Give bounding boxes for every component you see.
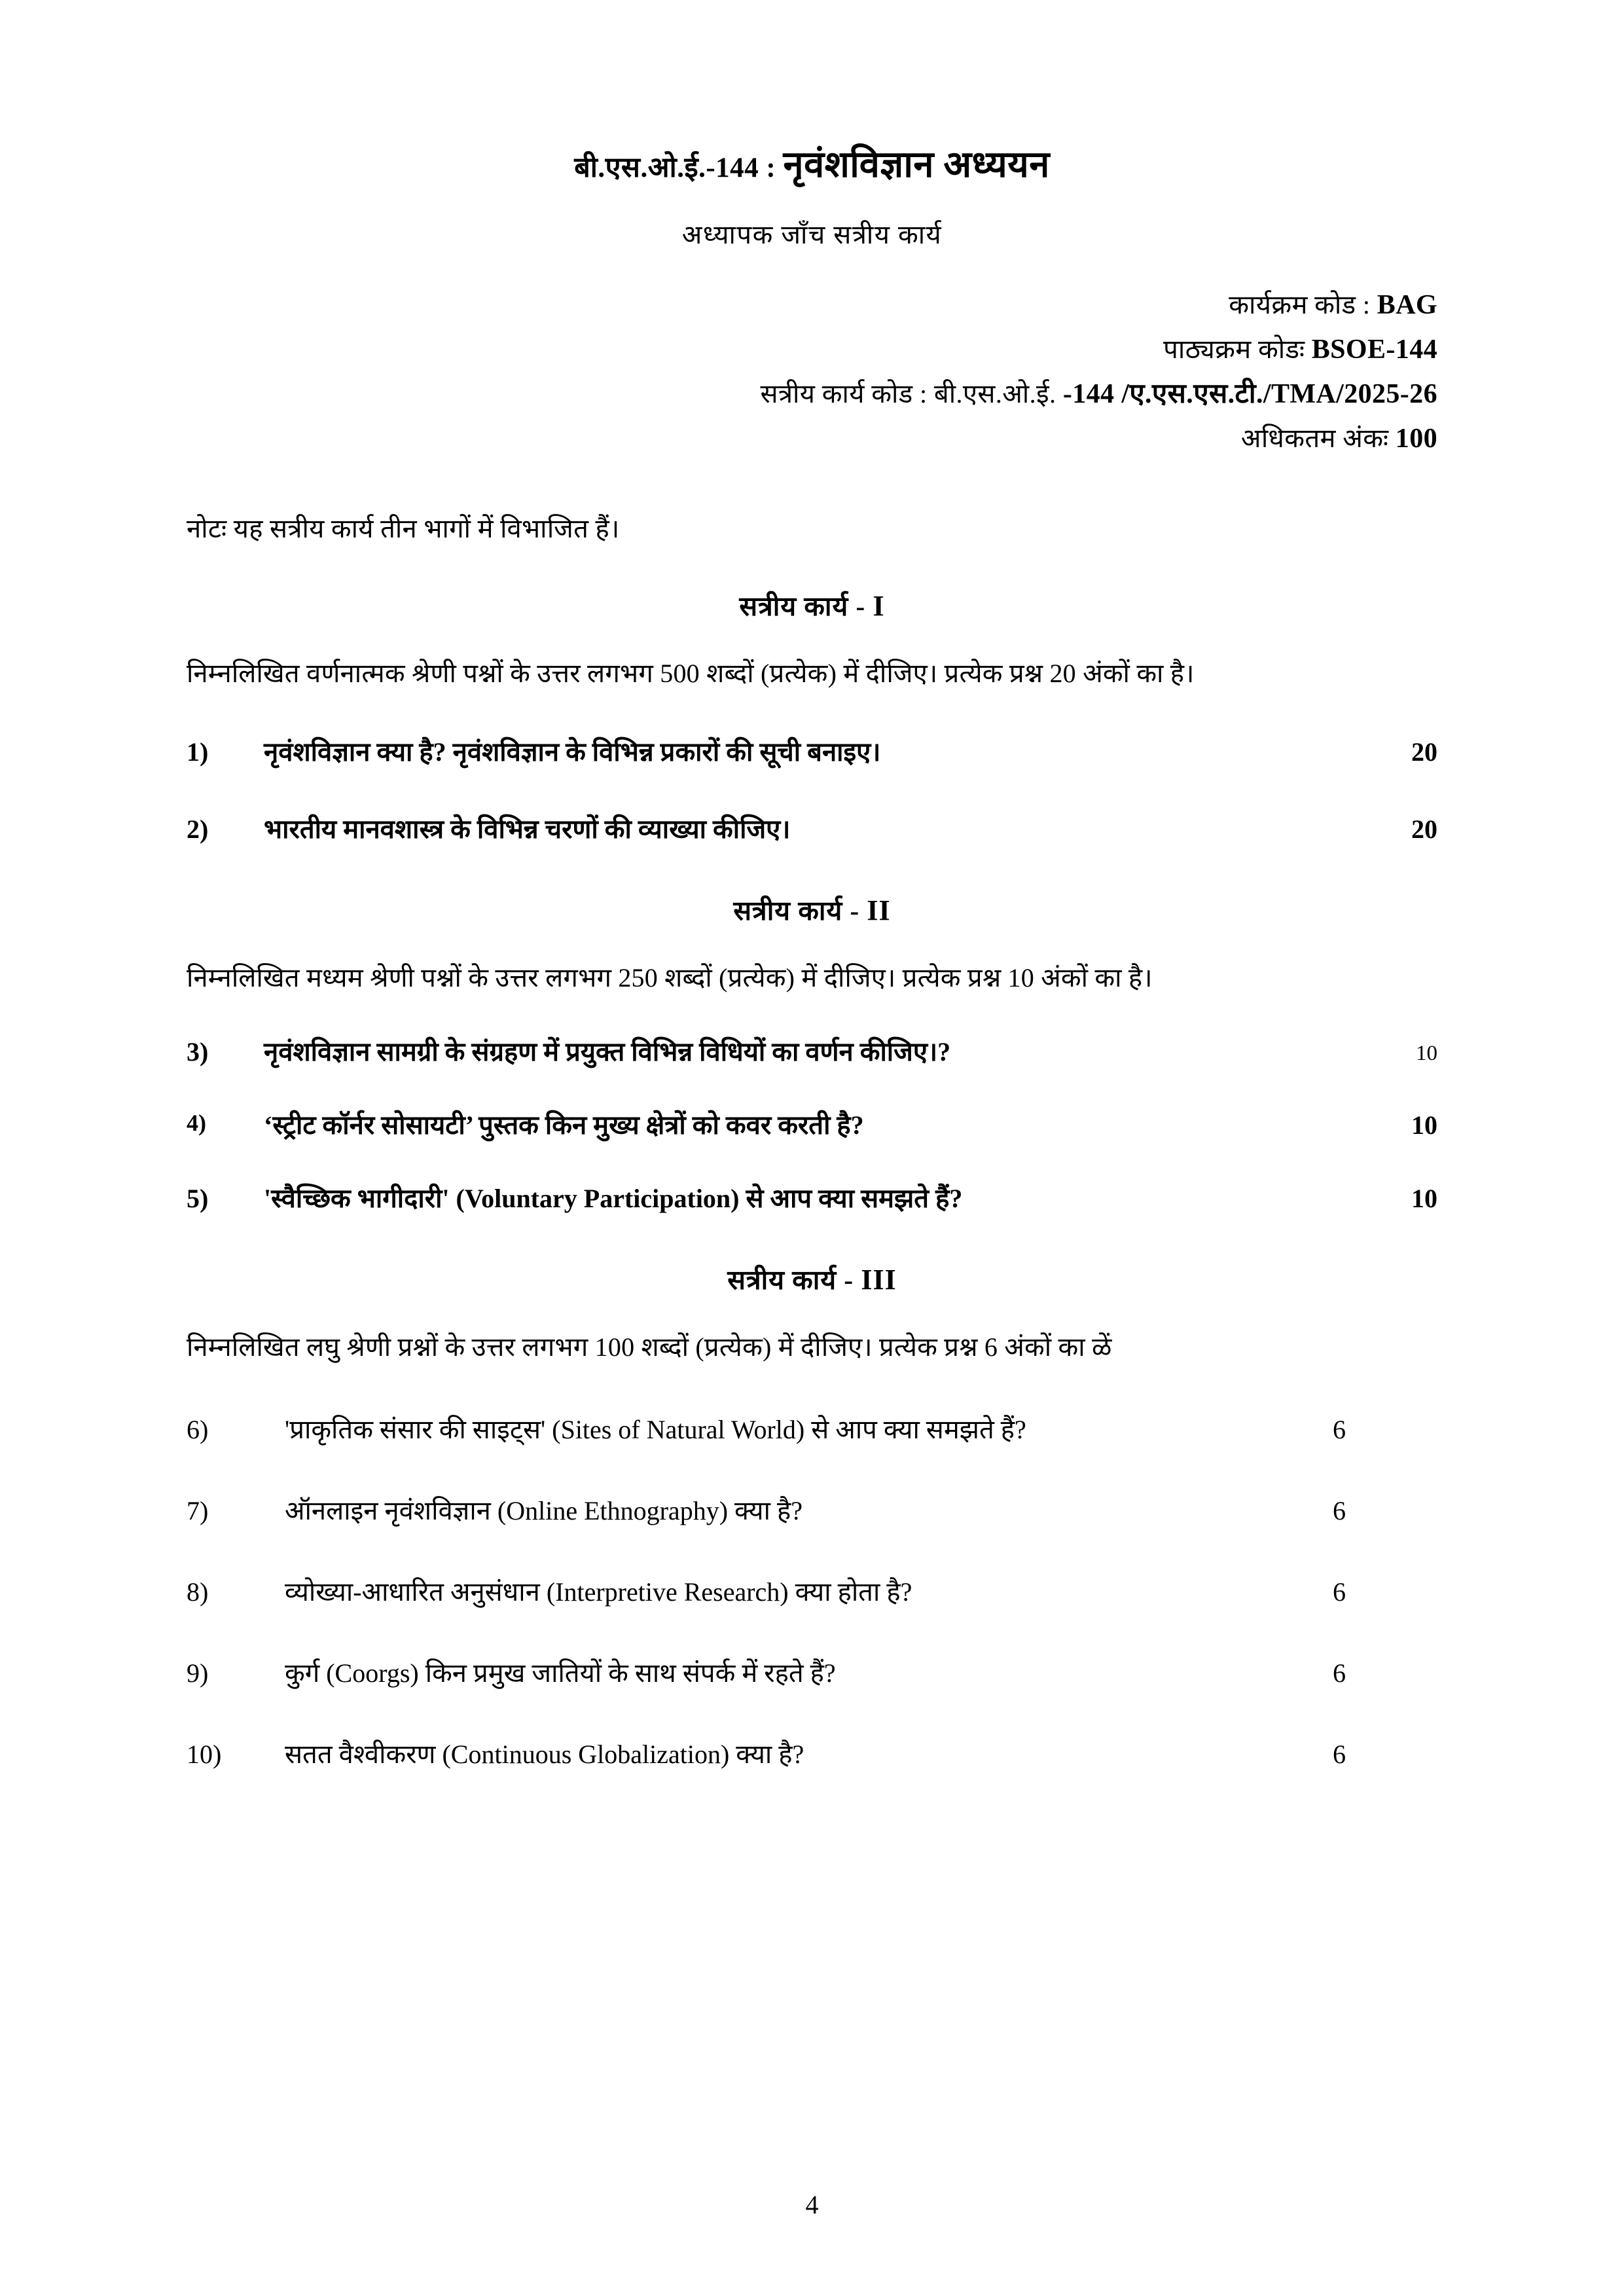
question-row [187, 1032, 1437, 1072]
question-row [187, 1653, 1437, 1694]
section-2-heading [187, 892, 1437, 928]
meta-course-code-label: पाठ्यक्रम कोडः [1163, 334, 1312, 364]
meta-assignment-code-label: सत्रीय कार्य कोड : बी.एस.ओ.ई. [760, 378, 1063, 409]
question-number: 10) [187, 1740, 222, 1770]
question-text: व्योख्या-आधारित अनुसंधान (Interpretive Research) क्या होता है? [285, 1577, 912, 1607]
question-text: भारतीय मानवशास्त्र के विभिन्न चरणों की व्याख्या कीजिए। [264, 814, 791, 844]
question-text: ‘स्ट्रीट कॉर्नर सोसायटी’ पुस्तक किन मुख्य क्षेत्रों को कवर करती है? [264, 1110, 864, 1140]
meta-maximum-marks-value: 100 [1395, 423, 1437, 454]
meta-assignment-code [187, 372, 1437, 416]
question-number: 9) [187, 1658, 209, 1688]
question-row [187, 1105, 1437, 1146]
question-row [187, 1491, 1437, 1531]
question-marks: 10 [1411, 1110, 1437, 1140]
section-2-heading-label: सत्रीय कार्य - [733, 895, 867, 926]
section-3-heading-label: सत्रीय कार्य - [727, 1265, 861, 1296]
section-3-heading-roman: III [861, 1264, 897, 1296]
section-1-heading-roman: I [873, 589, 885, 622]
question-row [187, 1734, 1437, 1775]
question-text: 'स्वैच्छिक भागीदारी' (Voluntary Participation) से आप क्या समझते हैं? [264, 1184, 963, 1214]
meta-programme-code-value: BAG [1377, 289, 1437, 320]
question-marks: 6 [1333, 1415, 1346, 1445]
question-number: 5) [187, 1184, 209, 1214]
section-1-intro: निम्नलिखित वर्णनात्मक श्रेणी पश्नों के उत्तर लगभग 500 शब्दों (प्रत्येक) में दीजिए। प्रत्येक प्रश्न 20 अंकों का है। [187, 658, 1195, 688]
question-marks: 6 [1333, 1740, 1346, 1770]
page-number: 4 [805, 2190, 819, 2219]
question-marks: 6 [1333, 1658, 1346, 1688]
question-row [187, 1410, 1437, 1450]
question-number: 7) [187, 1496, 209, 1526]
question-text: ऑनलाइन नृवंशविज्ञान (Online Ethnography) क्या है? [285, 1496, 803, 1526]
page-title [187, 141, 1437, 191]
meta-programme-code-label: कार्यक्रम कोड : [1229, 289, 1377, 319]
question-text: नृवंशविज्ञान क्या है? नृवंशविज्ञान के विभिन्न प्रकारों की सूची बनाइए। [264, 737, 881, 767]
section-assignment-2 [187, 892, 1437, 1220]
question-marks: 6 [1333, 1496, 1346, 1526]
meta-programme-code [187, 283, 1437, 327]
meta-course-code [187, 327, 1437, 372]
question-number: 4) [187, 1110, 206, 1137]
section-3-intro: निम्नलिखित लघु श्रेणी प्रश्नों के उत्तर लगभग 100 शब्दों (प्रत्येक) में दीजिए। प्रत्येक प्रश्न 6 अंकों का ळें [187, 1332, 1112, 1362]
meta-assignment-code-value: -144 /ए.एस.एस.टी./TMA/2025-26 [1062, 378, 1437, 409]
question-row [187, 1178, 1437, 1219]
section-2-intro: निम्नलिखित मध्यम श्रेणी पश्नों के उत्तर लगभग 250 शब्दों (प्रत्येक) में दीजिए। प्रत्येक प्रश्न 10 अंकों का है। [187, 962, 1153, 993]
meta-block [187, 283, 1437, 461]
question-text: नृवंशविज्ञान सामग्री के संग्रहण में प्रयुक्त विभिन्न विधियों का वर्णन कीजिए।? [264, 1037, 951, 1067]
course-title: नृवंशविज्ञान अध्ययन [783, 145, 1050, 185]
question-row [187, 732, 1437, 773]
question-marks: 6 [1333, 1577, 1346, 1607]
course-code-prefix: बी.एस.ओ.ई.-144 : [574, 153, 784, 183]
meta-maximum-marks [187, 416, 1437, 461]
meta-course-code-value: BSOE-144 [1311, 334, 1437, 365]
section-assignment-3 [187, 1261, 1437, 1775]
section-assignment-1 [187, 587, 1437, 850]
question-text: कुर्ग (Coorgs) किन प्रमुख जातियों के साथ संपर्क में रहते हैं? [285, 1658, 836, 1688]
question-row [187, 809, 1437, 850]
question-marks: 20 [1411, 737, 1437, 767]
assignment-note: नोटः यह सत्रीय कार्य तीन भागों में विभाजित हैं। [187, 513, 620, 543]
meta-maximum-marks-label: अधिकतम अंकः [1240, 423, 1396, 453]
section-3-heading [187, 1261, 1437, 1298]
question-marks: 20 [1411, 814, 1437, 844]
question-number: 1) [187, 737, 209, 767]
question-number: 2) [187, 814, 209, 844]
question-number: 8) [187, 1577, 209, 1607]
question-marks: 10 [1411, 1184, 1437, 1214]
question-text: 'प्राकृतिक संसार की साइट्स' (Sites of Natural World) से आप क्या समझते हैं? [285, 1415, 1026, 1445]
question-text: सतत वैश्वीकरण (Continuous Globalization) क्या है? [285, 1740, 804, 1770]
question-number: 6) [187, 1415, 209, 1445]
section-1-heading [187, 587, 1437, 624]
question-row [187, 1572, 1437, 1613]
question-number: 3) [187, 1037, 209, 1067]
document-subtitle: अध्यापक जाँच सत्रीय कार्य [681, 219, 943, 249]
question-marks: 10 [1416, 1042, 1437, 1066]
section-2-heading-roman: II [867, 894, 891, 926]
section-1-heading-label: सत्रीय कार्य - [739, 591, 873, 621]
